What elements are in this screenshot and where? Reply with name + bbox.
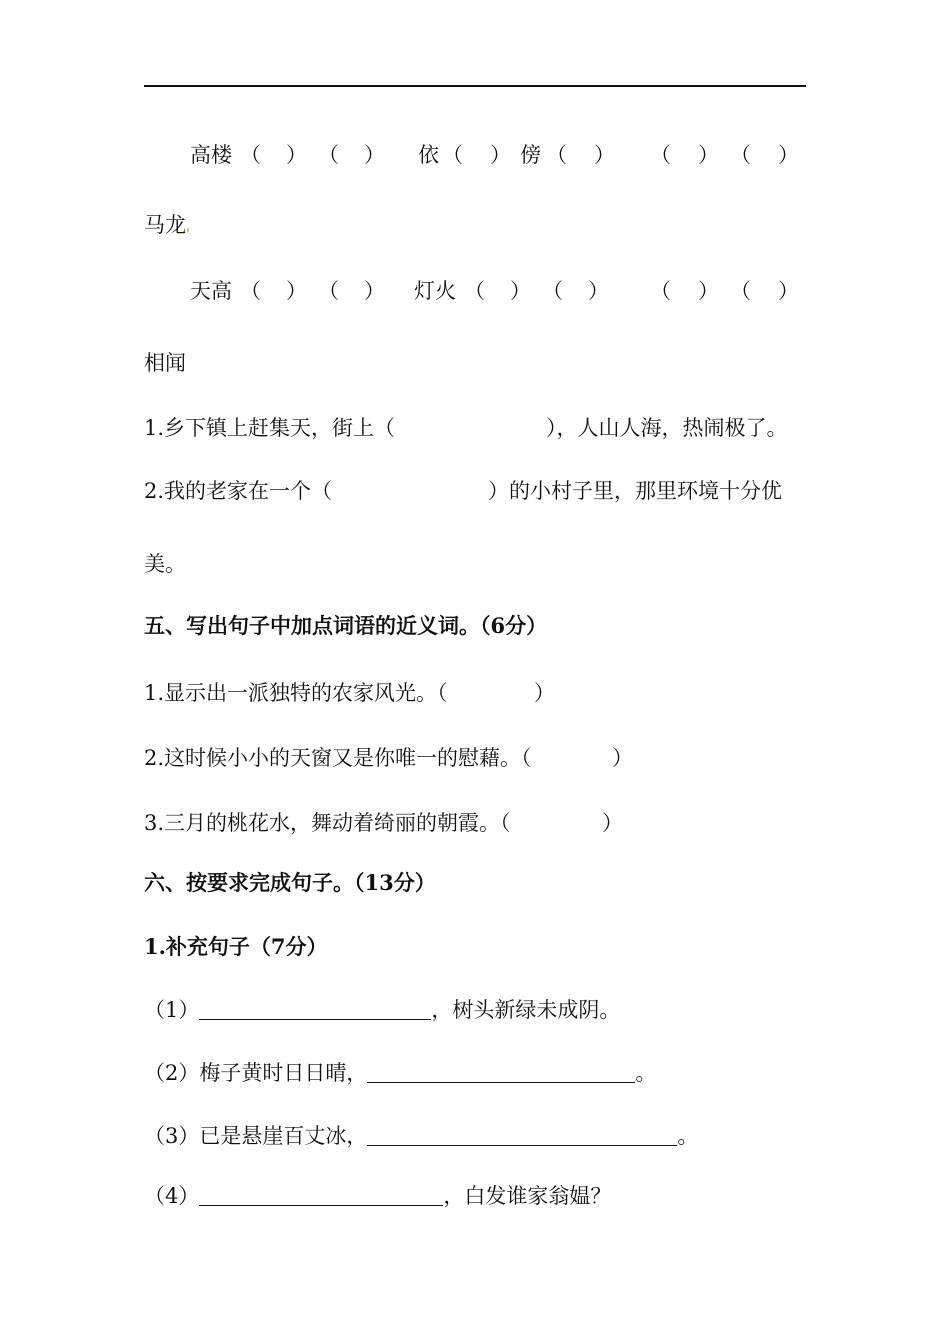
- item-number: （4）: [144, 1184, 200, 1208]
- answer-blank[interactable]: [199, 999, 431, 1020]
- paren-close: ）: [364, 143, 385, 167]
- paren-close: ）: [534, 681, 555, 705]
- fill-sentence-2-wrap: 美。: [144, 552, 186, 576]
- complete-item-1: [144, 996, 620, 1024]
- section-6-sub-1: 1.补充句子（7分）: [144, 934, 328, 959]
- paren-close: ）: [588, 279, 609, 303]
- paren-close: ）: [602, 811, 623, 835]
- item-text: 2.这时候小小的天窗又是你唯一的慰藉。（: [144, 746, 532, 770]
- paren-open: （: [318, 143, 339, 167]
- idiom-2-mid: 傍: [520, 143, 541, 167]
- idiom-row-1-wrap: [144, 211, 189, 239]
- idiom-2-head: 依: [418, 143, 439, 167]
- paren-open: （: [318, 279, 339, 303]
- paren-open: （: [542, 279, 563, 303]
- item-after: ，树头新绿未成阴。: [431, 998, 621, 1022]
- item-number: （3）: [144, 1124, 200, 1148]
- paren-open: （: [650, 279, 671, 303]
- answer-blank[interactable]: [367, 1125, 677, 1146]
- paren-close: ）: [698, 143, 719, 167]
- paren-close: ）: [364, 279, 385, 303]
- paren-close: ）: [612, 746, 633, 770]
- section-5-title: 五、写出句子中加点词语的近义词。（6分）: [144, 613, 548, 638]
- idiom-1-head: 天高: [190, 279, 232, 303]
- wrap-text: 马龙: [144, 213, 186, 237]
- item-number: （1）: [144, 998, 200, 1022]
- item-text: 3.三月的桃花水，舞动着绮丽的朝霞。（: [144, 811, 511, 835]
- item-before: 已是悬崖百丈冰，: [199, 1124, 368, 1148]
- complete-item-2: [144, 1059, 656, 1087]
- idiom-row-2-wrap: 相闻: [144, 351, 186, 375]
- paren-close: ）: [698, 279, 719, 303]
- paren-open: （: [546, 143, 567, 167]
- paren-open: （: [464, 279, 485, 303]
- paren-open: （: [730, 279, 751, 303]
- sentence-before: 2.我的老家在一个（: [144, 479, 333, 503]
- paren-open: （: [650, 143, 671, 167]
- item-after: ，白发谁家翁媪？: [443, 1184, 612, 1208]
- paren-close: ）: [510, 279, 531, 303]
- paren-close: ）: [778, 279, 799, 303]
- item-number: （2）: [144, 1061, 200, 1085]
- paren-open: （: [240, 143, 261, 167]
- header-rule: [144, 85, 806, 87]
- paren-close: ）: [778, 143, 799, 167]
- idiom-1-head: 高楼: [190, 143, 232, 167]
- paren-open: （: [730, 143, 751, 167]
- paren-close: ）: [594, 143, 615, 167]
- paren-close: ）: [490, 143, 511, 167]
- sentence-after: ）的小村子里，那里环境十分优: [488, 479, 782, 503]
- item-after: 。: [635, 1061, 657, 1085]
- paren-open: （: [442, 143, 463, 167]
- complete-item-3: [144, 1122, 698, 1150]
- item-after: 。: [677, 1124, 699, 1148]
- dot-mark: [187, 228, 189, 232]
- idiom-2-head: 灯火: [414, 279, 456, 303]
- answer-blank[interactable]: [199, 1185, 443, 1206]
- section-6-title: 六、按要求完成句子。（13分）: [144, 870, 436, 895]
- complete-item-4: [144, 1182, 611, 1210]
- sentence-after: ），人山人海，热闹极了。: [546, 416, 788, 440]
- paren-close: ）: [286, 279, 307, 303]
- answer-blank[interactable]: [367, 1062, 635, 1083]
- item-before: 梅子黄时日日晴，: [199, 1061, 368, 1085]
- paren-open: （: [240, 279, 261, 303]
- sentence-before: 1.乡下镇上赶集天，街上（: [144, 416, 396, 440]
- item-text: 1.显示出一派独特的农家风光。（: [144, 681, 448, 705]
- paren-close: ）: [286, 143, 307, 167]
